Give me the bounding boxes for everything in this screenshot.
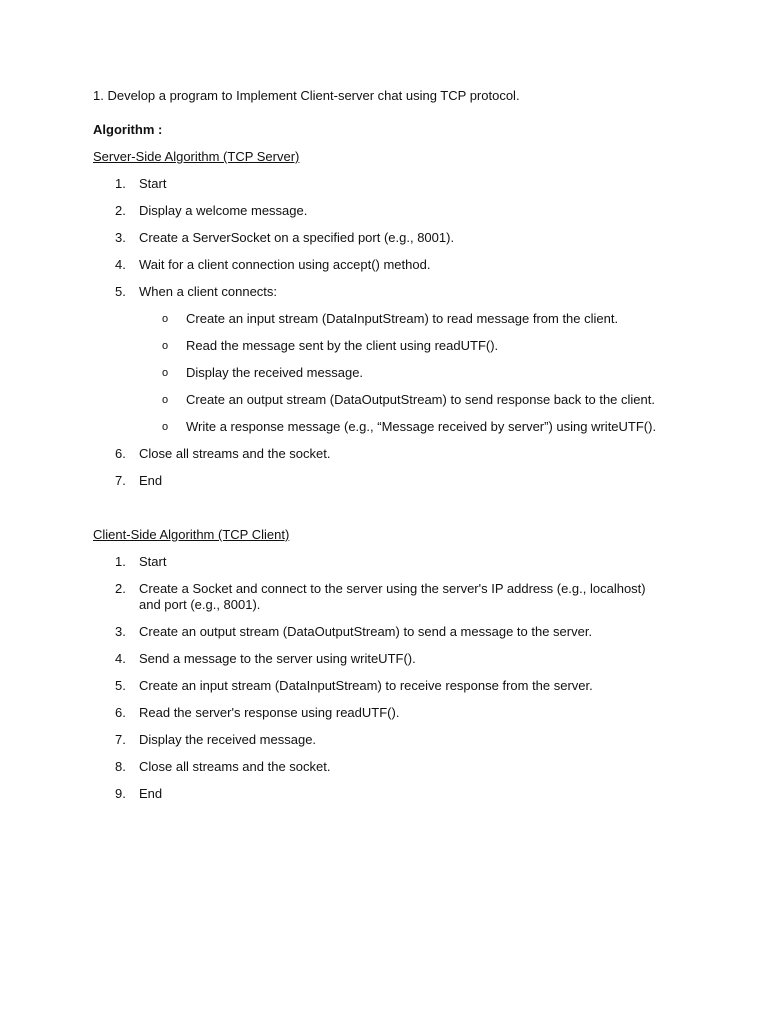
server-steps-list bbox=[93, 176, 668, 489]
client-step bbox=[93, 732, 668, 748]
step-text: Create an output stream (DataOutputStream) to send a message to the server. bbox=[139, 624, 593, 639]
circle-bullet-icon: o bbox=[162, 340, 169, 352]
step-number: 4. bbox=[115, 257, 126, 272]
server-step bbox=[93, 230, 668, 246]
server-step bbox=[93, 203, 668, 219]
step-number: 6. bbox=[115, 446, 126, 461]
client-step bbox=[93, 678, 668, 694]
server-substep bbox=[139, 338, 668, 354]
client-section-heading: Client-Side Algorithm (TCP Client) bbox=[93, 527, 290, 542]
step-text: End bbox=[139, 786, 163, 801]
client-step bbox=[93, 651, 668, 667]
substep-text: Create an output stream (DataOutputStream) to send response back to the client. bbox=[186, 392, 655, 407]
step-text: Create an input stream (DataInputStream) to receive response from the server. bbox=[139, 678, 593, 693]
server-step bbox=[93, 257, 668, 273]
substep-text: Write a response message (e.g., “Message received by server”) using writeUTF(). bbox=[186, 419, 657, 434]
step-number: 5. bbox=[115, 284, 126, 299]
circle-bullet-icon: o bbox=[162, 421, 169, 433]
step-text: Create a ServerSocket on a specified port (e.g., 8001). bbox=[139, 230, 455, 245]
client-step bbox=[93, 786, 668, 802]
step-number: 1. bbox=[115, 554, 126, 569]
step-number: 1. bbox=[115, 176, 126, 191]
step-text: End bbox=[139, 473, 163, 488]
step-number: 4. bbox=[115, 651, 126, 666]
step-text: Close all streams and the socket. bbox=[139, 446, 331, 461]
server-substeps-list bbox=[139, 311, 668, 435]
client-steps-list bbox=[93, 554, 668, 802]
step-text: When a client connects: bbox=[139, 284, 278, 299]
server-substep bbox=[139, 392, 668, 408]
step-number: 7. bbox=[115, 732, 126, 747]
question-title: 1. Develop a program to Implement Client-server chat using TCP protocol. bbox=[93, 88, 520, 103]
step-text: Send a message to the server using writeUTF(). bbox=[139, 651, 416, 666]
step-text: Create a Socket and connect to the server using the server's IP address (e.g., localhost) and port (e.g., 8001). bbox=[139, 581, 646, 612]
client-step bbox=[93, 554, 668, 570]
circle-bullet-icon: o bbox=[162, 394, 169, 406]
step-text: Read the server's response using readUTF(). bbox=[139, 705, 400, 720]
step-number: 2. bbox=[115, 581, 126, 596]
server-step bbox=[93, 176, 668, 192]
section-spacer bbox=[93, 500, 668, 527]
step-number: 5. bbox=[115, 678, 126, 693]
substep-text: Read the message sent by the client using readUTF(). bbox=[186, 338, 499, 353]
step-number: 6. bbox=[115, 705, 126, 720]
step-text: Start bbox=[139, 176, 167, 191]
step-number: 7. bbox=[115, 473, 126, 488]
server-step bbox=[93, 473, 668, 489]
circle-bullet-icon: o bbox=[162, 313, 169, 325]
step-text: Wait for a client connection using accept() method. bbox=[139, 257, 431, 272]
step-text: Display a welcome message. bbox=[139, 203, 308, 218]
substep-text: Display the received message. bbox=[186, 365, 364, 380]
substep-text: Create an input stream (DataInputStream) to read message from the client. bbox=[186, 311, 619, 326]
step-number: 3. bbox=[115, 230, 126, 245]
step-number: 3. bbox=[115, 624, 126, 639]
server-step bbox=[93, 284, 668, 435]
client-step bbox=[93, 624, 668, 640]
circle-bullet-icon: o bbox=[162, 367, 169, 379]
algorithm-label: Algorithm : bbox=[93, 122, 163, 137]
server-substep bbox=[139, 311, 668, 327]
step-text: Close all streams and the socket. bbox=[139, 759, 331, 774]
server-substep bbox=[139, 365, 668, 381]
server-section-heading: Server-Side Algorithm (TCP Server) bbox=[93, 149, 300, 164]
client-step bbox=[93, 581, 668, 613]
server-substep bbox=[139, 419, 668, 435]
step-text: Start bbox=[139, 554, 167, 569]
step-number: 8. bbox=[115, 759, 126, 774]
step-text: Display the received message. bbox=[139, 732, 317, 747]
step-number: 9. bbox=[115, 786, 126, 801]
server-step bbox=[93, 446, 668, 462]
client-step bbox=[93, 759, 668, 775]
client-step bbox=[93, 705, 668, 721]
step-number: 2. bbox=[115, 203, 126, 218]
